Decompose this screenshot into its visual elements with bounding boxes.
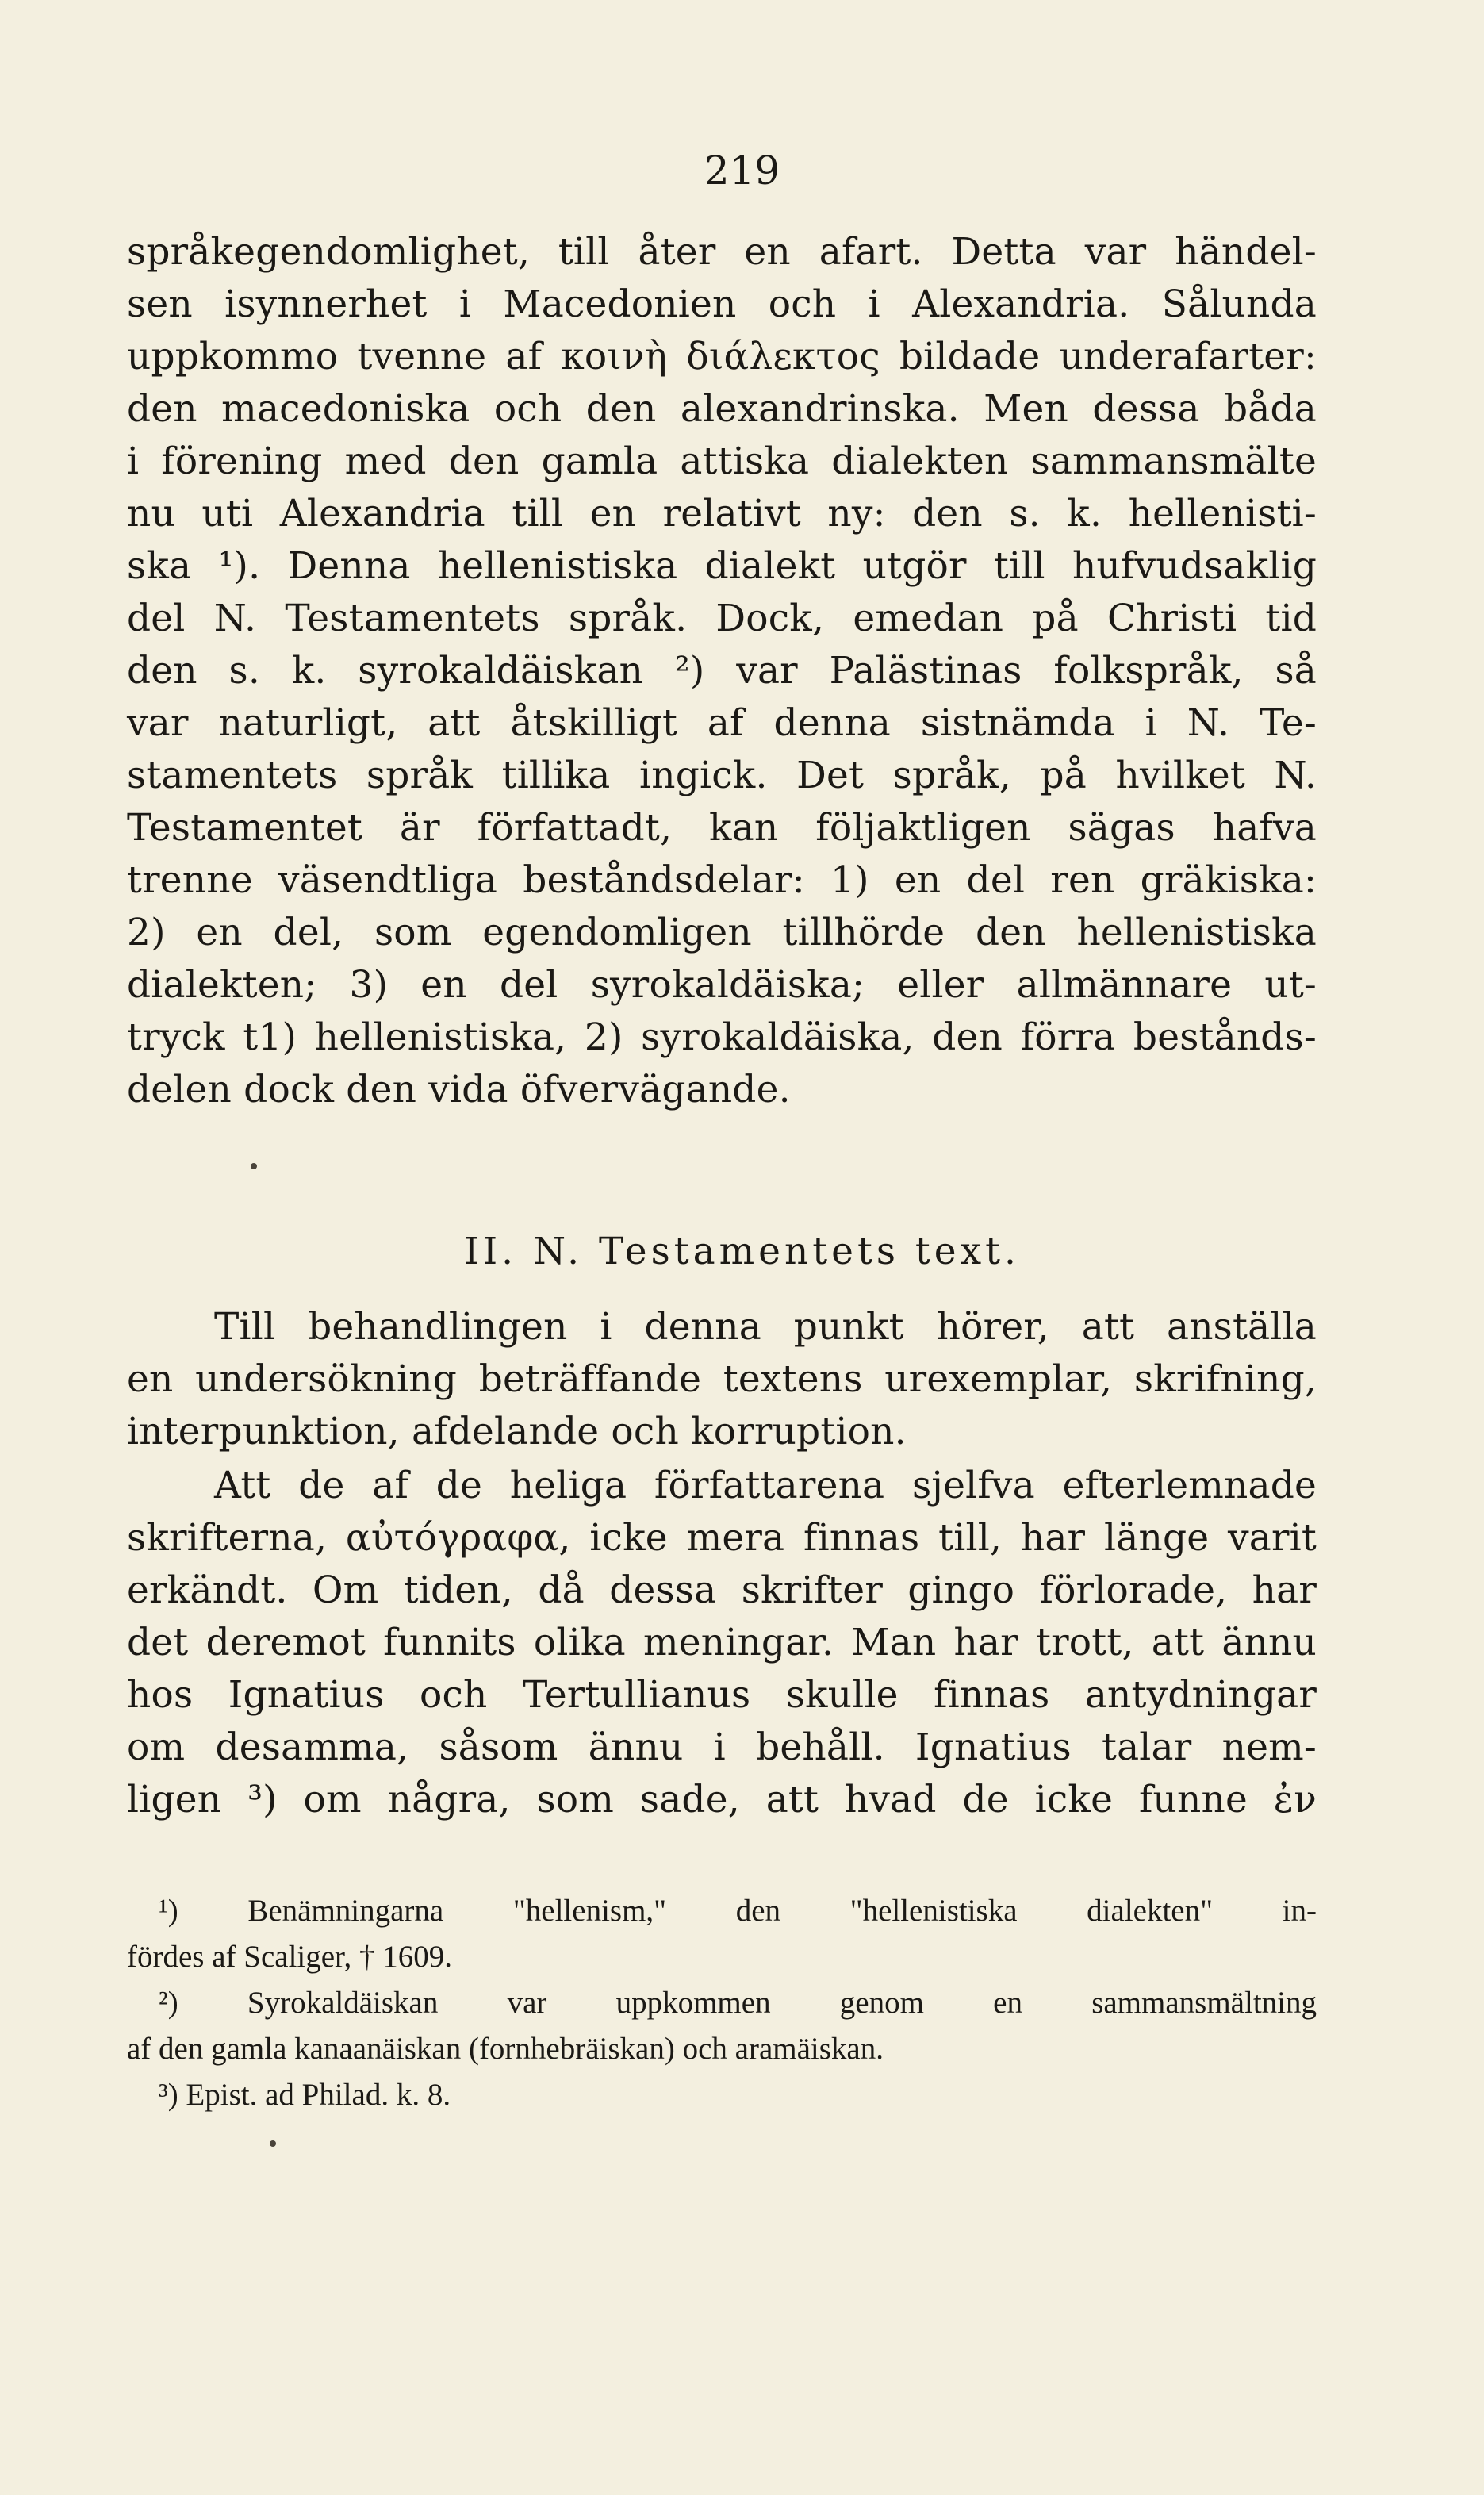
text-line: i förening med den gamla attiska dialekten sammansmälte — [127, 440, 1317, 483]
text-line: sen isynnerhet i Macedonien och i Alexandria. Sålunda — [127, 282, 1317, 326]
text-line: interpunktion, afdelande och korruption. — [127, 1410, 907, 1453]
paragraph-language — [127, 226, 1317, 1116]
text-line: erkändt. Om tiden, då dessa skrifter gingo förlorade, har — [127, 1568, 1317, 1612]
footnote-line: fördes af Scaliger, † 1609. — [127, 1940, 452, 1974]
paragraph-autographs — [127, 1460, 1317, 1826]
text-line: stamentets språk tillika ingick. Det språk, på hvilket N. — [127, 754, 1317, 797]
footnotes — [127, 1888, 1317, 2118]
text-line: ska ¹). Denna hellenistiska dialekt utgör till hufvudsaklig — [127, 544, 1317, 588]
text-line: Till behandlingen i denna punkt hörer, att anställa — [214, 1305, 1317, 1349]
footnote-line: af den gamla kanaanäiskan (fornhebräiskan) och aramäiskan. — [127, 2032, 884, 2066]
text-line: var naturligt, att åtskilligt af denna sistnämda i N. Te- — [127, 701, 1317, 745]
ink-speck — [251, 1163, 257, 1169]
text-line: om desamma, såsom ännu i behåll. Ignatius talar nem- — [127, 1725, 1317, 1769]
text-line: del N. Testamentets språk. Dock, emedan på Christi tid — [127, 597, 1317, 640]
text-line: ligen ³) om några, som sade, att hvad de icke funne ἐν — [127, 1778, 1317, 1821]
text-line: dialekten; 3) en del syrokaldäiska; eller allmännare ut- — [127, 963, 1317, 1007]
text-line: det deremot funnits olika meningar. Man har trott, att ännu — [127, 1621, 1317, 1664]
text-line: hos Ignatius och Tertullianus skulle finnas antydningar — [127, 1673, 1317, 1717]
text-line: tryck t1) hellenistiska, 2) syrokaldäiska, den förra bestånds- — [127, 1015, 1317, 1059]
text-line: delen dock den vida öfvervägande. — [127, 1068, 791, 1111]
text-line: uppkommo tvenne af κοινὴ διάλεκτος bildade underafarter: — [127, 335, 1317, 378]
section-title: II. N. Testamentets text. — [464, 1230, 1020, 1273]
page-number: 219 — [704, 148, 780, 194]
text-line: skrifterna, αὐτόγραφα, icke mera finnas till, har länge varit — [127, 1516, 1317, 1560]
text-line: språkegendomlighet, till åter en afart. Detta var händel- — [127, 230, 1317, 274]
text-line: Att de af de heliga författarena sjelfva efterlemnade — [214, 1464, 1317, 1507]
text-line: en undersökning beträffande textens urexemplar, skrifning, — [127, 1357, 1317, 1401]
paragraph-treatment — [127, 1301, 1317, 1458]
footnote-line: ²) Syrokaldäiskan var uppkommen genom en sammansmältning — [159, 1986, 1317, 2020]
footnote-line: ³) Epist. ad Philad. k. 8. — [159, 2078, 451, 2112]
text-line: Testamentet är författadt, kan följaktligen sägas hafva — [127, 806, 1317, 850]
text-line: trenne väsendtliga beståndsdelar: 1) en del ren gräkiska: — [127, 858, 1317, 902]
ink-speck — [270, 2140, 276, 2147]
text-line: nu uti Alexandria till en relativt ny: den s. k. hellenisti- — [127, 492, 1317, 535]
text-line: den s. k. syrokaldäiskan ²) var Palästinas folkspråk, så — [127, 649, 1317, 693]
footnote-line: ¹) Benämningarna "hellenism," den "hellenistiska dialekten" in- — [159, 1894, 1317, 1928]
text-line: den macedoniska och den alexandrinska. Men dessa båda — [127, 387, 1317, 431]
text-line: 2) en del, som egendomligen tillhörde den hellenistiska — [127, 911, 1317, 954]
